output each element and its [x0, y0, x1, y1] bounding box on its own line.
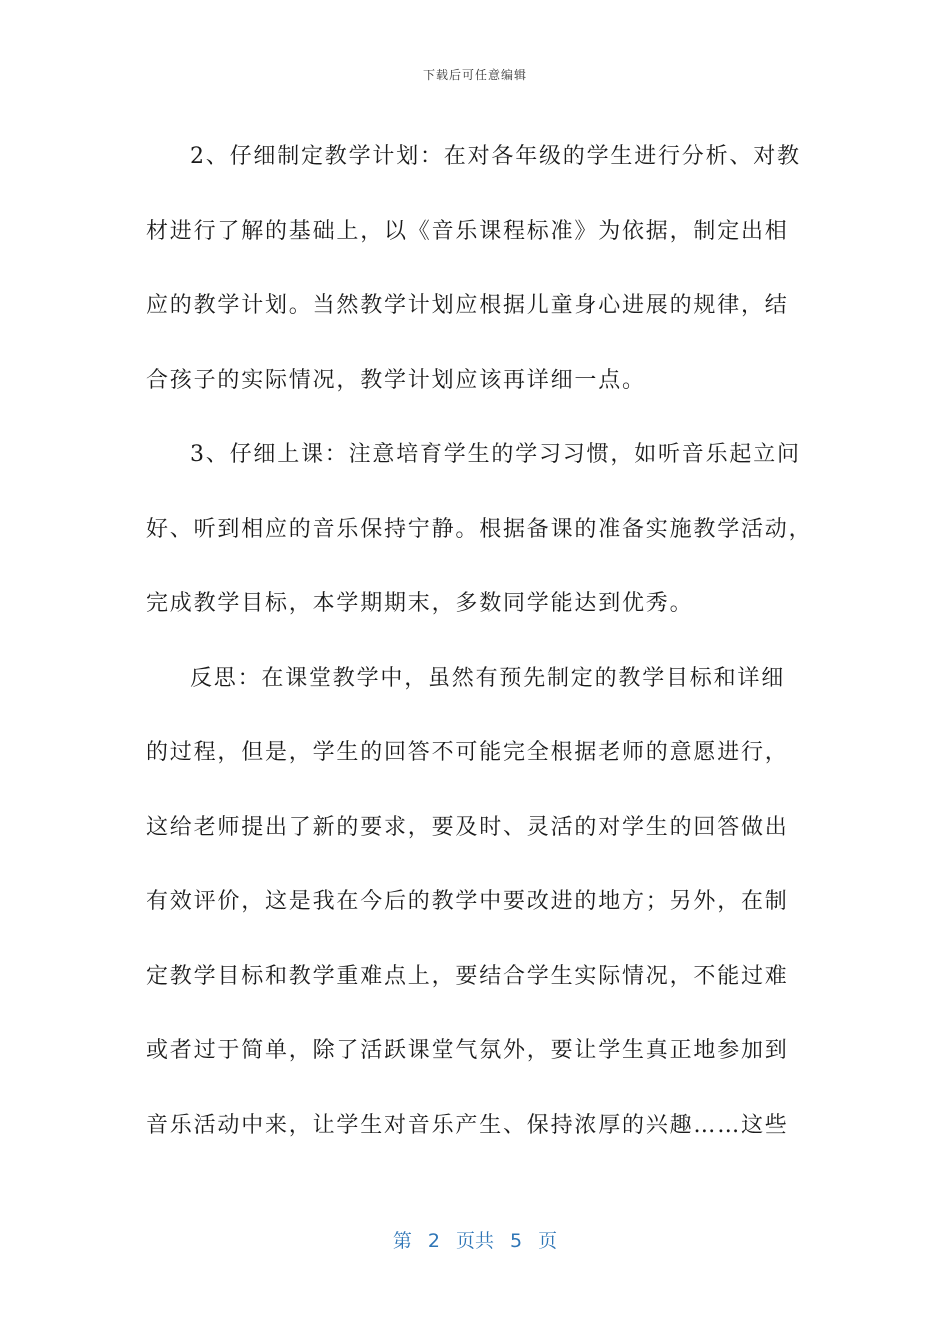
text-line: 合孩子的实际情况，教学计划应该再详细一点。 — [146, 367, 646, 393]
footer-page-label: 第 — [392, 1230, 412, 1252]
footer-end-label: 页 — [538, 1230, 558, 1252]
text-line: 3、仔细上课：注意培育学生的学习习惯，如听音乐起立问 — [190, 442, 801, 467]
text-line: 2、仔细制定教学计划：在对各年级的学生进行分析、对教 — [190, 144, 801, 169]
page-header: 下载后可任意编辑 — [422, 68, 527, 82]
text-line: 音乐活动中来，让学生对音乐产生、保持浓厚的兴趣……这些 — [146, 1112, 789, 1138]
total-pages-number: 5 — [510, 1230, 523, 1252]
paragraph-teaching-plan — [146, 120, 806, 418]
footer-total-label: 页共 — [455, 1230, 494, 1252]
paragraph-class-teaching — [146, 418, 813, 642]
text-line: 完成教学目标，本学期期末，多数同学能达到优秀。 — [146, 591, 694, 616]
text-line: 定教学目标和教学重难点上，要结合学生实际情况，不能过难 — [146, 963, 789, 989]
text-line: 应的教学计划。当然教学计划应根据儿童身心进展的规律，结 — [146, 293, 789, 318]
paragraph-reflection — [146, 642, 806, 1164]
text-line: 反思：在课堂教学中，虽然有预先制定的教学目标和详细 — [190, 665, 786, 691]
text-line: 这给老师提出了新的要求，要及时、灵活的对学生的回答做出 — [146, 814, 789, 840]
text-line: 的过程，但是，学生的回答不可能完全根据老师的意愿进行， — [146, 740, 789, 765]
text-line: 或者过于简单，除了活跃课堂气氛外，要让学生真正地参加到 — [146, 1038, 789, 1063]
text-line: 材进行了解的基础上，以《音乐课程标准》为依据，制定出相 — [146, 218, 789, 244]
text-line: 好、听到相应的音乐保持宁静。根据备课的准备实施教学活动， — [146, 516, 813, 542]
current-page-number: 2 — [427, 1230, 440, 1252]
document-body — [146, 120, 813, 1163]
text-line: 有效评价，这是我在今后的教学中要改进的地方；另外，在制 — [146, 889, 789, 914]
page-footer — [0, 1226, 950, 1253]
